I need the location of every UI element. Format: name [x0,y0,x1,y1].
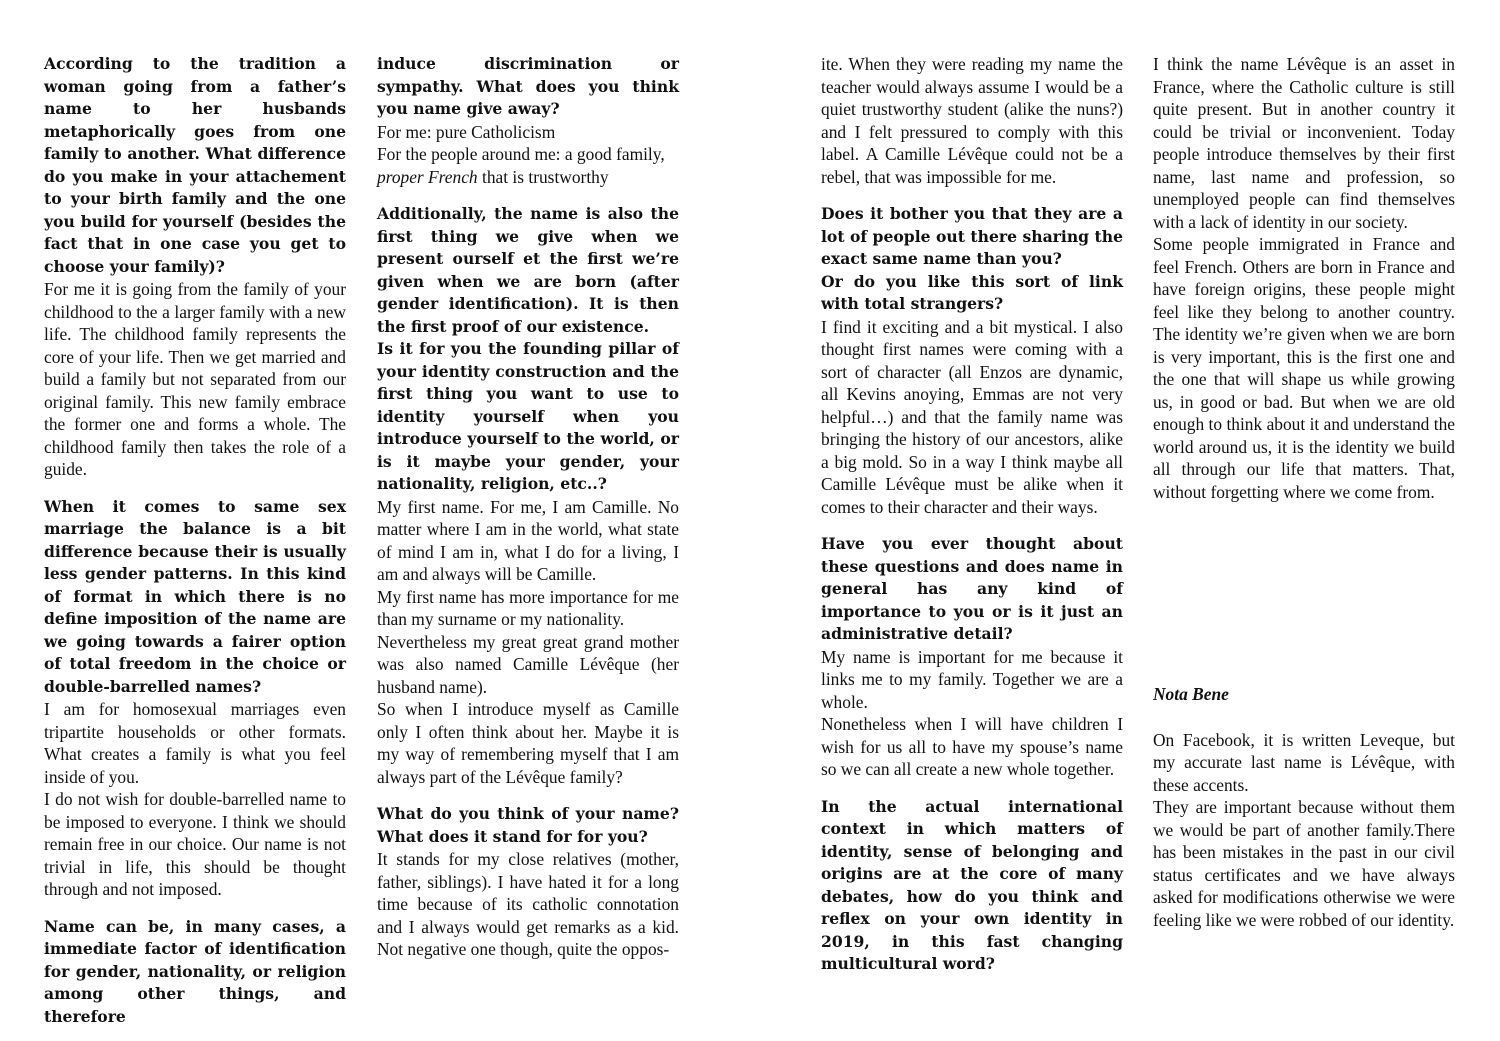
answer-immigration: Some people immigrated in France and feel French. Others are born in France and have foreign origins, these people might feel like they belong to another country. The identity we’re given when we are born is very important, this is the first one and the one that will shape us while growing us, in good or bad. But when we are old enough to think about it and understand the world around us, it is the identity we build all through our life that matters. That, without forgetting where we come from. [1153,234,1455,502]
answer-homosexual-marriage: I am for homosexual marriages even tripartite households or other formats. What creates a family is what you feel inside of you. [44,699,346,787]
answer-family: For me it is going from the family of your childhood to the a larger family with a new life. The childhood family represents the core of your life. Then we get married and build a family but not separated from our original family. This new family embrace the former one and forms a whole. The childhood family then takes the role of a guide. [44,279,346,479]
left-page-column-2 [377,53,679,961]
answer-first-name-importance: My first name has more importance for me than my surname or my nationality. [377,586,679,629]
answer-proper-french: proper French [377,166,478,187]
question-identification-start: Name can be, in many cases, a immediate factor of identification for gender, nationality, or religion among other things, and therefore [44,916,346,1026]
question-international-context: In the actual international context in which matters of identity, sense of belonging and origins are at the core of many debates, how do you think and reflex on your own identity in 2019, in this fast changing multicultural word? [821,796,1123,973]
answer-asset-in-france: I think the name Lévêque is an asset in France, where the Catholic culture is still quite present. But in another country it could be trivial or inconvenient. Today people introduce themselves by their first name, last name and profession, so unemployed people can find themselves with a lack of identity in our society. [1153,54,1455,232]
answer-close-relatives-end: ite. When they were reading my name the teacher would always assume I would be a quiet trustworthy student (alike the nuns?) and I felt pressured to comply with this label. A Camille Lévêque could not be a rebel, that was impossible for me. [821,54,1123,187]
answer-people-around [377,143,679,188]
right-page-column-1 [821,53,1123,976]
answer-first-name: My first name. For me, I am Camille. No matter where I am in the world, what state of mind I am in, what I do for a living, I am and always will be Camille. [377,496,679,584]
question-identification-end: induce discrimination or sympathy. What does you think you name give away? [377,54,679,118]
answer-introduce-myself: So when I introduce myself as Camille only I often think about her. Maybe it is my way of remembering myself that I am always part of the Lévêque family? [377,699,679,787]
question-sharing-name: Does it bother you that they are a lot of people out there sharing the exact same name than you? [821,204,1123,268]
question-link-strangers: Or do you like this sort of link with total strangers? [821,271,1123,313]
answer-children-name: Nonetheless when I will have children I wish for us all to have my spouse’s name so we can all create a new whole together. [821,714,1123,779]
answer-close-relatives-start: It stands for my close relatives (mother, father, siblings). I have hated it for a long time because of its catholic connotation and I always would get remarks as a kid. Not negative one though, quite the oppos- [377,849,679,959]
answer-people-around-pre: For the people around me: a good family, [377,144,665,164]
nota-bene-accents: They are important because without them we would be part of another family.There has been mistakes in the past in our civil status certificates and we have always asked for modifications otherwise we were feeling like we were robbed of our identity. [1153,797,1455,930]
answer-people-around-post: that is trustworthy [481,166,609,187]
question-founding-pillar: Is it for you the founding pillar of your identity construction and the first thing you want to use to identity yourself when you introduce yourself to the world, or is it maybe your gender, your nationality, religion, etc..? [377,339,679,493]
answer-mystical: I find it exciting and a bit mystical. I also thought first names were coming with a sort of character (all Enzos are dynamic, all Kevins anoying, Emmas are not very helpful…) and that the family name was bringing the history of our ancestors, alike a big mold. So in a way I think maybe all Camille Lévêque must be alike when it comes to their character and their ways. [821,316,1123,517]
question-what-do-you-think: What do you think of your name? What does it stand for for you? [377,804,679,846]
nota-bene-heading: Nota Bene [1153,684,1229,704]
right-page-column-2 [1153,53,1455,931]
left-page-column-1 [44,53,346,1028]
nota-bene-facebook: On Facebook, it is written Leveque, but my accurate last name is Lévêque, with these accents. [1153,729,1455,795]
answer-double-barrelled: I do not wish for double-barrelled name to be imposed to everyone. I think we should remain free in our choice. Our name is not trivial in life, this should be thought through and not imposed. [44,789,346,899]
question-same-sex-marriage: When it comes to same sex marriage the balance is a bit difference because their is usually less gender patterns. In this kind of format in which there is no define imposition of the name are we going towards a fairer option of total freedom in the choice or double-barrelled names? [44,496,346,696]
question-importance: Have you ever thought about these questions and does name in general has any kind of importance to you or is it just an administrative detail? [821,534,1123,643]
answer-great-grandmother: Nevertheless my great great grand mother was also named Camille Lévêque (her husband name). [377,631,679,697]
answer-catholicism: For me: pure Catholicism [377,121,556,142]
question-first-thing: Additionally, the name is also the first thing we give when we present ourself et the first we’re given when we are born (after gender identification). It is then the first proof of our existence. [377,204,679,336]
answer-links-family: My name is important for me because it links me to my family. Together we are a whole. [821,646,1123,712]
question-name-tradition: According to the tradition a woman going from a father’s name to her husbands metaphorically goes from one family to another. What difference do you make in your attachement to your birth family and the one you build for yourself (besides the fact that in one case you get to choose your family)? [44,54,346,276]
